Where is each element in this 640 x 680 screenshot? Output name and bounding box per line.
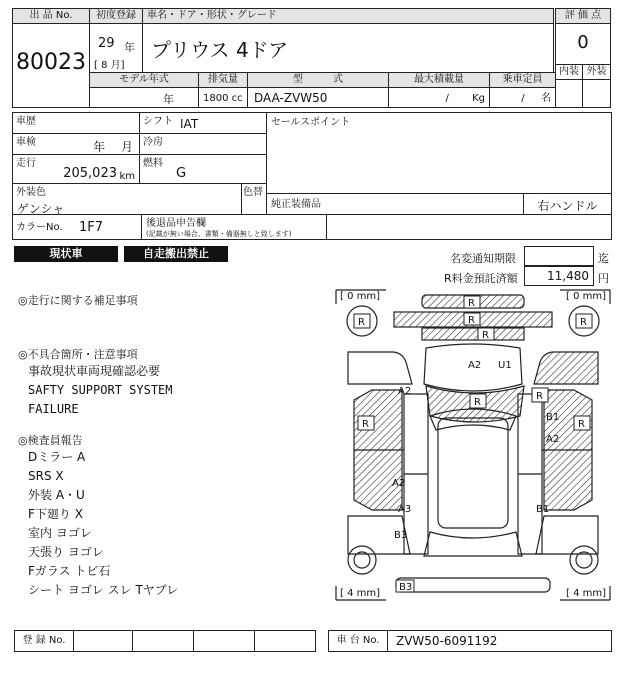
inspector-line: シート ヨゴレ スレ Tヤブレ [28,583,179,597]
right-front-fender [534,352,598,384]
interior-score [555,79,583,108]
genuine-label: 純正装備品 [271,199,321,210]
mark-r: R [578,419,585,430]
current-car-badge: 現状車 [14,246,118,262]
capacity-label: 乗車定員 [489,72,556,88]
score-label: 評 価 点 [555,8,611,24]
steering: 右ハンドル [537,199,598,213]
fuel-label: 燃料 [143,158,163,169]
color-label: 外装色 [16,187,46,198]
color-cell [12,183,242,215]
capacity: / 名 [521,93,551,104]
mileage-label: 走行 [16,158,36,169]
mark-a2: A2 [398,386,412,397]
car-name-label: 車名・ドア・形状・グレード [142,8,554,24]
color: ゲンシャ [17,202,65,216]
ac-label: 冷房 [143,137,163,148]
mark-u1: U1 [498,360,512,371]
mark-b1: B1 [536,504,550,515]
inspector-line: Dミラー A [28,450,86,464]
inspector-line: 室内 ヨゴレ [28,526,92,540]
reg-no-label: 登 録 No. [14,630,74,652]
displacement-cell [198,87,248,108]
inspection-value: 年 月 [93,140,133,154]
recycle-value: 11,480 [547,269,589,283]
shift: IAT [180,117,199,131]
lot-no-cell [12,23,90,108]
aftermarket-value [326,214,612,240]
capacity-cell [489,87,556,108]
notice-unit: 迄 [598,252,609,265]
inspector-line: 外装 A・U [28,488,85,502]
car-name-cell [142,23,554,73]
reg-no-cell-2 [132,630,194,652]
rear-right-quarter [536,516,598,554]
first-reg-month: [ 8 月] [94,60,125,71]
max-load-label: 最大積載量 [388,72,490,88]
mark-r: R [536,391,543,402]
inspection-label: 車検 [16,137,36,148]
defect-line: 事故現状車両現確認必要 [28,364,161,378]
mileage: 205,023 [63,166,117,181]
shift-cell [139,112,267,134]
first-reg-label: 初度登録 [89,8,143,24]
mark-r: R [358,317,365,328]
inspector-line: Fガラス トビ石 [28,564,111,578]
recycle-unit: 円 [598,272,609,285]
model-cell [247,87,389,108]
mark-r: R [468,298,475,309]
mark-b3: B3 [394,530,408,541]
interior-label: 内装 [555,64,583,80]
mark-r: R [474,397,481,408]
tire-depth-fl: [ 0 mm] [340,291,381,302]
history-cell [12,112,140,134]
wheel-rr [570,546,598,574]
defect-lines [28,362,173,419]
genuine-cell [266,193,524,215]
mileage-unit: km [119,171,135,182]
lot-no: 80023 [16,50,86,75]
car-name: プリウス 4ドア [151,38,289,62]
max-load: / Kg [445,93,485,104]
mark-r: R [580,317,587,328]
front-panel [422,328,524,340]
exterior-label: 外装 [582,64,611,80]
color-no-label: カラーNo. [16,222,63,233]
displacement-label: 排気量 [198,72,248,88]
mark-b1: B1 [546,412,560,423]
model-label: 型 式 [247,72,389,88]
notice-label: 名変通知期限 [450,252,516,265]
mark-r: R [482,330,489,341]
reg-no-cell-1 [73,630,133,652]
rear-bumper [396,578,550,592]
mark-a3: A3 [398,504,412,515]
max-load-cell [388,87,490,108]
no-self-drive-badge: 自走搬出禁止 [124,246,228,262]
mark-r: R [468,315,475,326]
aftermarket-note: (記載が無い場合、書類・備器無しと致します) [146,230,292,238]
history-label: 車歴 [16,116,36,127]
damage-diagram [334,288,612,602]
tire-depth-rr: [ 4 mm] [566,588,607,599]
exterior-score [582,79,611,108]
recolor-cell [241,183,267,215]
reg-no-cell-3 [193,630,255,652]
mark-a2: A2 [468,360,482,371]
first-reg-year: 29 [98,36,115,51]
inspector-report-title: ◎検査員報告 [18,434,83,447]
defect-notes-title: ◎不具合箇所・注意事項 [18,348,138,361]
inspector-lines [28,448,178,600]
left-front-fender [348,352,412,384]
inspection-cell [12,133,140,155]
color-no: 1F7 [79,220,104,235]
shift-label: シフト [143,116,173,127]
chassis-no-label: 車 台 No. [328,630,388,652]
aftermarket-cell [141,214,327,240]
tire-depth-rl: [ 4 mm] [340,588,381,599]
sales-point-cell [266,112,612,194]
ac-cell [139,133,267,155]
inspector-line: F下廻り X [28,507,83,521]
score-cell [555,23,611,65]
first-reg-cell [89,23,143,73]
inspector-line: 天張り ヨゴレ [28,545,104,559]
chassis-no-cell [387,630,612,652]
defect-line: SAFTY SUPPORT SYSTEM [28,383,173,397]
defect-line: FAILURE [28,402,79,416]
model: DAA-ZVW50 [254,91,328,105]
recycle-value-cell [524,266,594,286]
mark-a2: A2 [546,434,560,445]
rear-deck [424,532,522,556]
mark-a2: A2 [392,478,406,489]
reg-no-cell-4 [254,630,316,652]
sales-point-label: セールスポイント [271,117,351,128]
roof [438,418,508,528]
displacement: 1800 cc [203,93,243,104]
model-year-cell [89,87,199,108]
model-year-label: モデル年式 [89,72,199,88]
score: 0 [577,32,589,53]
model-year-unit: 年 [163,93,174,106]
mileage-cell [12,154,140,184]
inspector-line: SRS X [28,469,64,483]
steering-cell [523,193,612,215]
mark-b3: B3 [399,582,413,593]
lot-no-label: 出 品 No. [12,8,90,24]
recolor-label: 色替 [243,187,263,198]
notice-value [524,246,594,266]
recycle-label: R料金預託済額 [444,272,518,285]
fuel: G [176,166,187,181]
mark-r: R [362,419,369,430]
driving-notes-title: ◎走行に関する補足事項 [18,294,138,307]
wheel-rl [348,546,376,574]
first-reg-year-unit: 年 [124,41,135,54]
color-no-cell [12,214,142,240]
chassis-no: ZVW50-6091192 [396,634,498,648]
tire-depth-fr: [ 0 mm] [566,291,607,302]
aftermarket-label: 後退品申告欄 [146,218,206,229]
fuel-cell [139,154,267,184]
